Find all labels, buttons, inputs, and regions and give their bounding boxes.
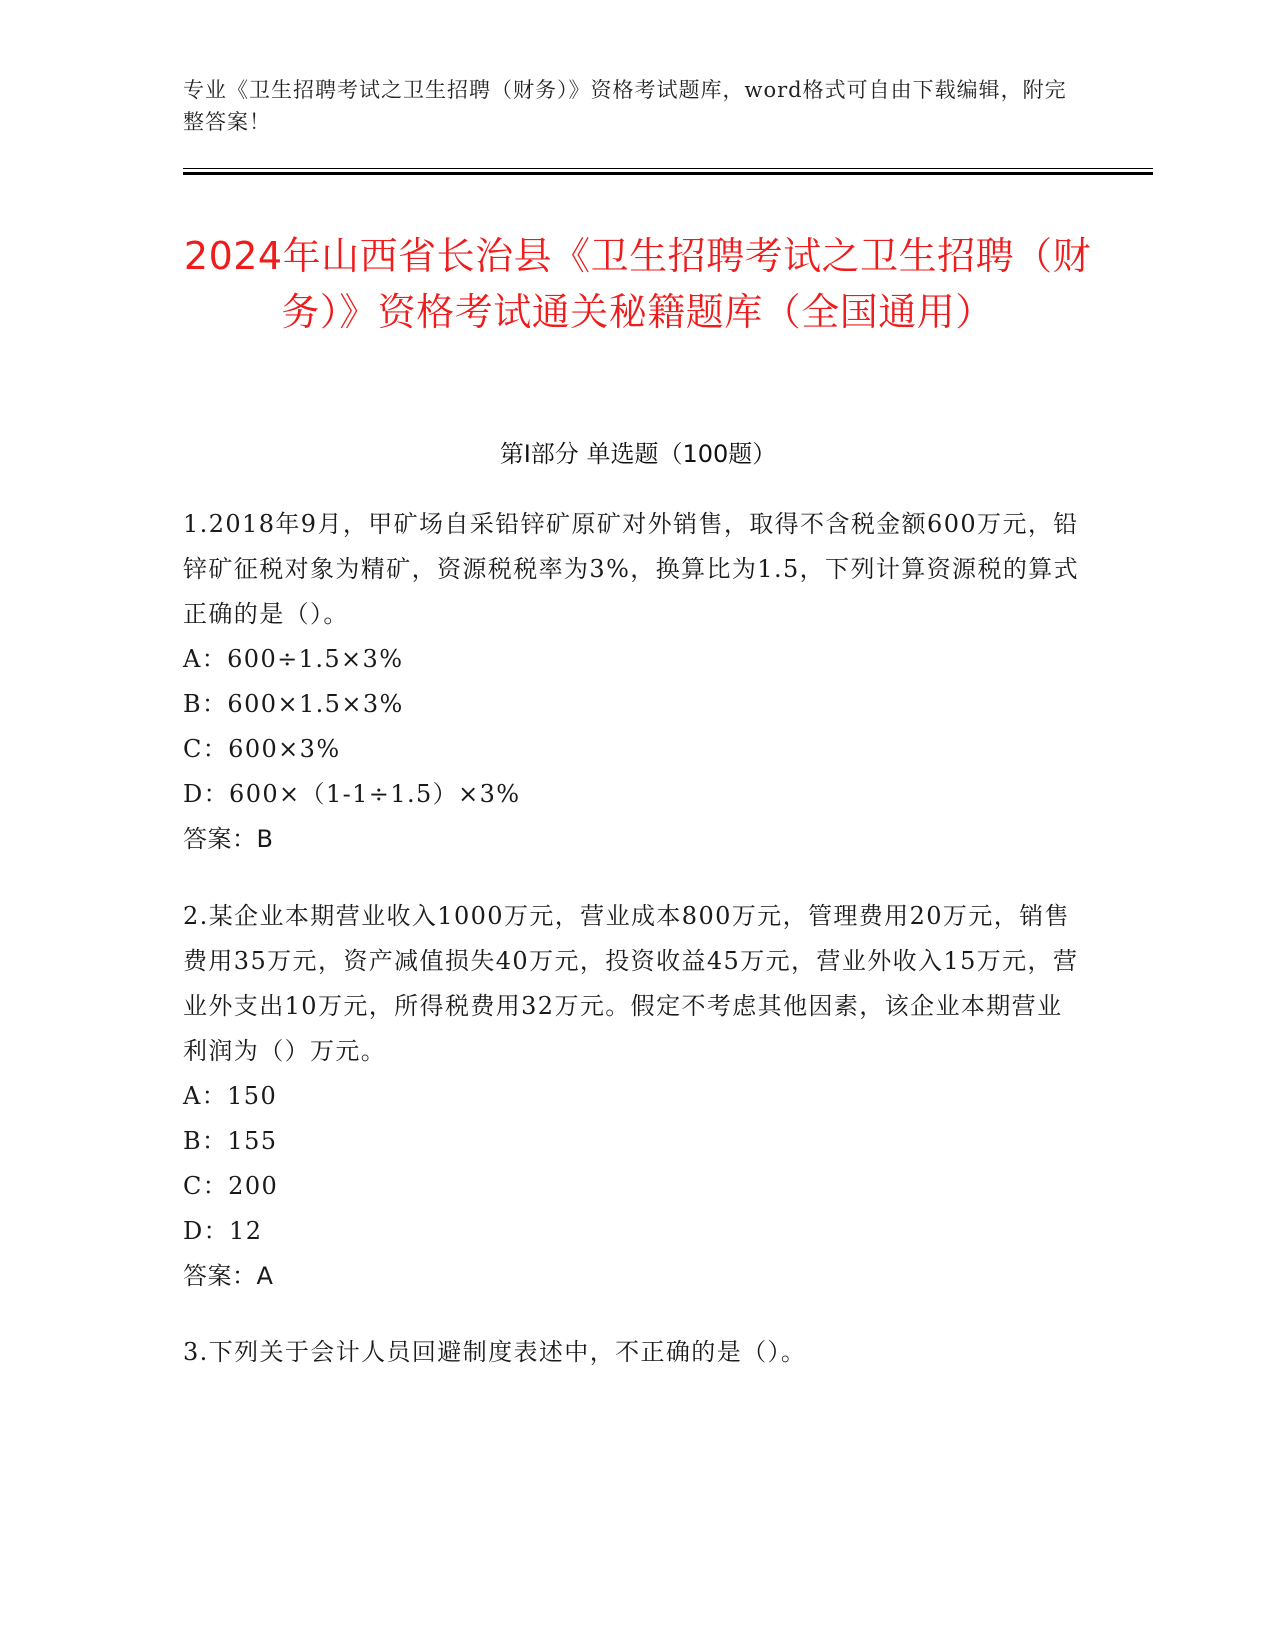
question-option: A：600÷1.5×3% — [183, 645, 404, 673]
question-1 — [183, 502, 1083, 862]
question-stem: 3.下列关于会计人员回避制度表述中，不正确的是（）。 — [183, 1338, 807, 1366]
header-divider-thick — [183, 172, 1153, 175]
question-2 — [183, 894, 1083, 1299]
question-option: A：150 — [183, 1082, 278, 1110]
question-3 — [183, 1330, 1083, 1375]
question-option: D：12 — [183, 1217, 263, 1245]
question-option: D：600×（1-1÷1.5）×3% — [183, 780, 521, 808]
question-option: B：155 — [183, 1127, 278, 1155]
section-title: 第Ⅰ部分 单选题（100题） — [499, 440, 777, 468]
header-note: 专业《卫生招聘考试之卫生招聘（财务）》资格考试题库，word格式可自由下载编辑，附完整答案！ — [183, 78, 1067, 134]
question-stem: 2.某企业本期营业收入1000万元，营业成本800万元，管理费用20万元，销售费用35万元，资产减值损失40万元，投资收益45万元，营业外收入15万元，营业外支出10万元，所得税费用32万元。假定不考虑其他因素，该企业本期营业利润为（）万元。 — [183, 902, 1079, 1065]
document-title: 2024年山西省长治县《卫生招聘考试之卫生招聘（财务）》资格考试通关秘籍题库（全国通用） — [183, 234, 1092, 334]
header-divider-thin — [183, 168, 1153, 169]
question-option: C：200 — [183, 1172, 279, 1200]
question-stem: 1.2018年9月，甲矿场自采铅锌矿原矿对外销售，取得不含税金额600万元，铅锌矿征税对象为精矿，资源税税率为3%，换算比为1.5，下列计算资源税的算式正确的是（）。 — [183, 510, 1080, 628]
question-answer: 答案：B — [183, 825, 274, 853]
question-option: C：600×3% — [183, 735, 341, 763]
question-answer: 答案：A — [183, 1262, 274, 1290]
question-option: B：600×1.5×3% — [183, 690, 404, 718]
